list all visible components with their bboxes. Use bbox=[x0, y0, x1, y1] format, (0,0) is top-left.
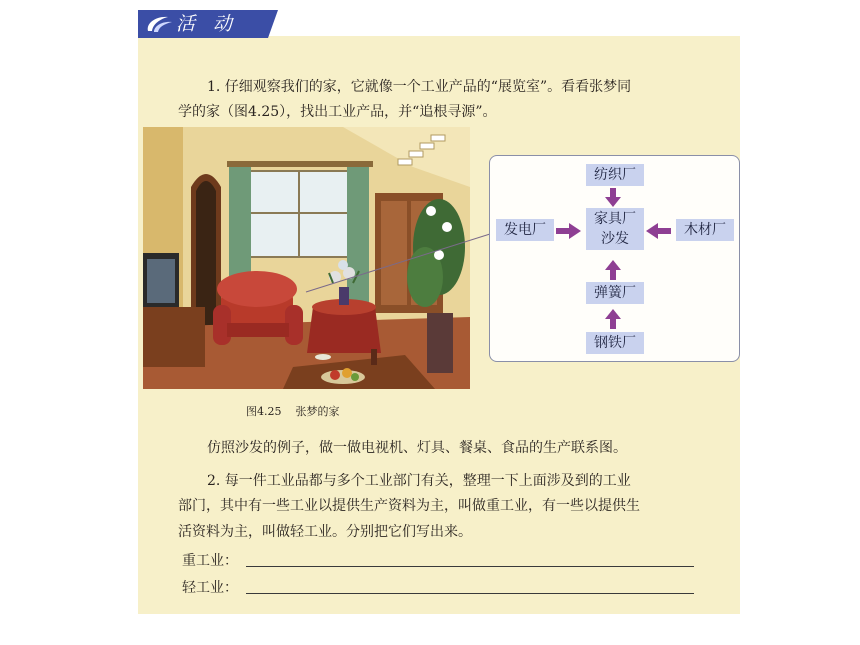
arrow-down-icon bbox=[605, 188, 621, 208]
arrow-up-icon bbox=[605, 260, 621, 280]
sofa bbox=[213, 271, 303, 345]
banner-title: 活 动 bbox=[176, 13, 239, 35]
node-furniture-factory bbox=[586, 208, 644, 250]
instruction-text: 仿照沙发的例子，做一做电视机、灯具、餐桌、食品的生产联系图。 bbox=[207, 440, 627, 456]
banner-tail bbox=[268, 10, 278, 38]
figure-number: 图4.25 bbox=[246, 405, 282, 418]
question1-line1: 1. 仔细观察我们的家，它就像一个工业产品的“展览室”。看看张梦同 bbox=[207, 79, 632, 95]
question2-line3: 活资料为主，叫做轻工业。分别把它们写出来。 bbox=[178, 524, 472, 540]
callout-line bbox=[300, 230, 492, 300]
node-power-plant: 发电厂 bbox=[496, 219, 554, 241]
arrow-right-icon bbox=[556, 223, 582, 239]
node-center-line1: 家具厂 bbox=[594, 211, 636, 227]
heavy-industry-label: 重工业： bbox=[182, 553, 238, 569]
node-timber-mill: 木材厂 bbox=[676, 219, 734, 241]
node-center-line2: 沙发 bbox=[601, 231, 629, 247]
heavy-industry-answer-line[interactable] bbox=[246, 566, 694, 567]
figure-caption bbox=[246, 403, 340, 419]
question1-line2: 学的家（图4.25），找出工业产品，并“追根寻源”。 bbox=[178, 104, 497, 120]
activity-banner bbox=[138, 10, 268, 38]
node-textile-factory: 纺织厂 bbox=[586, 164, 644, 186]
supply-chain-diagram bbox=[489, 155, 740, 362]
question2-line1: 2. 每一件工业品都与多个工业部门有关，整理一下上面涉及到的工业 bbox=[207, 473, 631, 489]
node-spring-factory: 弹簧厂 bbox=[586, 282, 644, 304]
swirl-logo-icon bbox=[144, 13, 174, 35]
light-industry-label: 轻工业： bbox=[182, 580, 238, 596]
figure-caption-text: 张梦的家 bbox=[295, 405, 340, 418]
light-industry-answer-line[interactable] bbox=[246, 593, 694, 594]
question2-line2: 部门，其中有一些工业以提供生产资料为主，叫做重工业，有一些以提供生 bbox=[178, 498, 640, 514]
node-steel-mill: 钢铁厂 bbox=[586, 332, 644, 354]
arrow-left-icon bbox=[645, 223, 671, 239]
arrow-up-icon bbox=[605, 309, 621, 329]
